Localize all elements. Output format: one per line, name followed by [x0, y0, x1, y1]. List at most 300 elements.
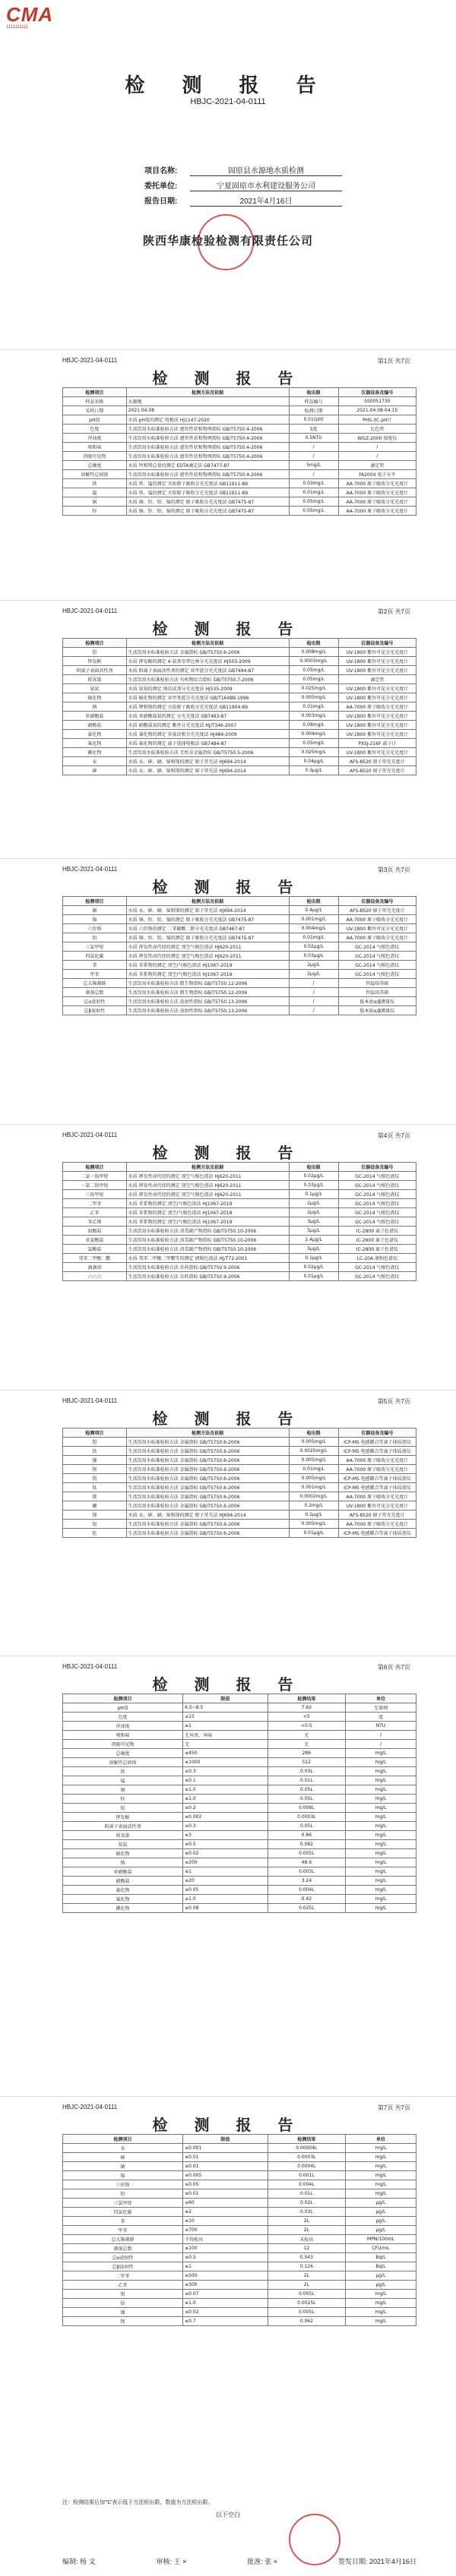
table-cell: AA-7000 原子吸收分光光度计	[338, 479, 416, 488]
table-cell: 0.001mg/L	[289, 1483, 338, 1492]
table-row	[63, 1877, 416, 1886]
table-row	[63, 2189, 416, 2199]
table-cell: ≤60	[183, 2199, 268, 2208]
table-cell: 0.2mg/L	[289, 1501, 338, 1511]
table-cell: 0.0002mg/L	[289, 1492, 338, 1501]
table-cell: 0.4μg/L	[289, 906, 338, 915]
table-cell: 0.001L	[268, 2171, 345, 2180]
table-cell: mg/L	[345, 2299, 416, 2308]
table-cell: 一氯二溴甲烷	[63, 1181, 127, 1190]
cover-field-client	[144, 179, 342, 191]
table-cell: AFS-8520 原子荧光光度计	[338, 766, 416, 775]
table-cell: 生活饮用水标准检验方法 感官性状和物理指标 GB/T5750.4-2006	[126, 452, 289, 461]
page-number: 第5页 共7页	[377, 1398, 410, 1405]
table-row	[63, 1722, 416, 1731]
method-table	[62, 387, 416, 516]
page-report-no: HBJC-2021-04-0111	[62, 357, 118, 364]
table-row	[63, 1713, 416, 1722]
table-cell: 氟化物	[63, 1895, 183, 1904]
table-cell: 硼	[63, 1501, 127, 1511]
page-number: 第4页 共7页	[377, 1132, 410, 1139]
approver-sign: 批准: 张 ×	[247, 2558, 277, 2565]
table-cell: 铅	[63, 933, 127, 942]
column-header: 检出限	[289, 1163, 338, 1172]
table-cell: UV-1800 紫外可见分光光度计	[338, 1501, 416, 1511]
table-cell: 检测日期	[289, 406, 338, 415]
table-cell: mg/L	[345, 2317, 416, 2326]
table-cell: ≤0.05	[183, 2180, 268, 2189]
table-cell: 溶解性总固体	[63, 470, 127, 479]
page-divider	[0, 600, 456, 601]
page-divider	[0, 1390, 456, 1391]
field-label: 项目名称:	[144, 167, 178, 175]
table-cell: pH值	[63, 415, 127, 425]
table-cell: 滴定管	[338, 461, 416, 470]
table-row	[63, 961, 416, 970]
table-cell: AFS-8520 原子荧光光度计	[338, 1511, 416, 1520]
table-cell: ≤1.0	[183, 1785, 268, 1795]
table-row	[63, 1172, 416, 1181]
table-cell: AA-7000 原子吸收分光光度计	[338, 488, 416, 497]
table-cell: 生活饮用水标准检验方法 有机物综合指标 GB/T5750.7-2006	[126, 675, 289, 684]
table-cell: 比色管	[338, 425, 416, 434]
table-cell: 0.02μg/L	[289, 942, 338, 952]
table-cell: ICP-MS 电感耦合等离子体质谱仪	[338, 1529, 416, 1538]
table-cell: 无量纲	[345, 1703, 416, 1713]
column-header: 检测项目	[63, 639, 127, 648]
table-cell: GC-2014 气相色谱仪	[338, 1208, 416, 1217]
table-cell: 二氯一溴甲烷	[63, 1172, 127, 1181]
table-cell: ≤0.01	[183, 2153, 268, 2162]
table-cell: AA-7000 原子吸收分光光度计	[338, 497, 416, 507]
cover-field-date	[144, 194, 342, 207]
table-cell: 水质 氰化物的测定 容量法和分光光度法 HJ484-2009	[126, 730, 289, 739]
table-cell: 二甲苯	[63, 2271, 183, 2281]
table-cell: 0.01L	[268, 2189, 345, 2199]
table-cell: 耗氧量	[63, 675, 127, 684]
table-cell: 2μg/L	[289, 970, 338, 979]
report-page-2	[0, 608, 456, 835]
table-cell: Bq/L	[345, 2262, 416, 2271]
table-cell: 0.05L	[268, 1795, 345, 1804]
table-row	[63, 1767, 416, 1776]
table-cell: 样品编号	[289, 397, 338, 406]
table-cell: 0.001mg/L	[289, 915, 338, 924]
table-cell: 色度	[63, 1713, 183, 1722]
table-cell: 5μg/L	[289, 1226, 338, 1236]
table-cell: 浑浊度	[63, 434, 127, 443]
table-row	[63, 1226, 416, 1236]
table-cell: mg/L	[345, 2290, 416, 2299]
column-header: 单位	[345, 2135, 416, 2144]
table-row	[63, 757, 416, 766]
page-number: 第7页 共7页	[377, 2104, 410, 2111]
table-row	[63, 712, 416, 721]
table-cell: 0.05mg/L	[289, 675, 338, 684]
table-cell: 3.24	[268, 1877, 345, 1886]
table-cell: ≤0.05	[183, 1886, 268, 1895]
table-row	[63, 1245, 416, 1254]
table-cell: ≤500	[183, 2271, 268, 2281]
table-cell: 水质 亚硝酸盐氮的测定 分光光度法 GB7493-87	[126, 712, 289, 721]
table-cell: 生活饮用水标准检验方法 消毒副产物指标 GB/T5750.10-2006	[126, 1236, 289, 1245]
table-cell: 2021.04.08	[126, 406, 289, 415]
table-cell: 水质 挥发性卤代烃的测定 顶空气相色谱法 HJ620-2011	[126, 1172, 289, 1181]
table-cell: 0.05mg/L	[289, 739, 338, 748]
table-cell: 2L	[268, 2271, 345, 2281]
table-cell: 0.025mg/L	[289, 684, 338, 693]
page-report-no: HBJC-2021-04-0111	[62, 1663, 118, 1670]
table-row	[63, 2253, 416, 2262]
table-cell: mg/L	[345, 2308, 416, 2317]
table-cell: 0.004mg/L	[289, 924, 338, 933]
table-cell: 低本底α/β测量仪	[338, 997, 416, 1006]
table-cell: mg/L	[345, 2189, 416, 2199]
table-cell: 镍	[63, 1456, 127, 1465]
table-cell: 0.08mg/L	[289, 721, 338, 730]
table-cell: ≤0.002	[183, 1813, 268, 1822]
table-row	[63, 721, 416, 730]
table-cell: WGZ-2000 浊度仪	[338, 434, 416, 443]
page-report-no: HBJC-2021-04-0111	[62, 2104, 118, 2110]
table-cell: UV-1800 紫外可见分光光度计	[338, 684, 416, 693]
table-cell: 0.01mg/L	[289, 488, 338, 497]
table-cell: /	[289, 452, 338, 461]
table-cell: 苯乙烯	[63, 1217, 127, 1226]
table-cell: 无	[268, 1731, 345, 1740]
table-cell: GC-2014 气相色谱仪	[338, 1272, 416, 1281]
table-cell: 铝	[63, 1804, 183, 1813]
table-cell: 水质 pH值的测定 电极法 HJ1147-2020	[126, 415, 289, 425]
table-cell: 六六六	[63, 1272, 127, 1281]
table-cell: mg/L	[345, 1804, 416, 1813]
author-sign: 编制: 杨 文	[62, 2558, 96, 2565]
table-cell: 恒温培养箱	[338, 988, 416, 997]
table-cell: 生活饮用水标准检验方法 金属指标 GB/T5750.6-2006	[126, 1520, 289, 1529]
table-header-row	[63, 897, 416, 906]
table-cell: 0.005mg/L	[289, 1520, 338, 1529]
table-cell: ≤0.02	[183, 2308, 268, 2317]
table-cell: 样品名称	[63, 397, 127, 406]
table-cell: 512	[268, 1758, 345, 1767]
table-row	[63, 1199, 416, 1208]
table-cell: LC-20A 液相色谱仪	[338, 1254, 416, 1263]
table-cell: 0.0025L	[268, 2299, 345, 2308]
table-cell: 0.02L	[268, 2199, 345, 2208]
column-header: 检测项目	[63, 1163, 127, 1172]
table-cell: 乙苯	[63, 1208, 127, 1217]
results-table	[62, 1694, 416, 1913]
column-header: 仪器设备及编号	[338, 388, 416, 397]
table-cell: 肉眼可见物	[63, 452, 127, 461]
table-cell: UV-1800 紫外可见分光光度计	[338, 730, 416, 739]
table-cell: 0.005mg/L	[289, 693, 338, 702]
table-cell: 2L	[268, 2226, 345, 2235]
table-row	[63, 1840, 416, 1849]
table-cell: UV-1800 紫外可见分光光度计	[338, 712, 416, 721]
table-cell: ≤10	[183, 2217, 268, 2226]
table-cell: ≤15	[183, 1713, 268, 1722]
table-cell: 0.05L	[268, 1785, 345, 1795]
column-header: 检测项目	[63, 388, 127, 397]
table-cell: 钼	[63, 2290, 183, 2299]
table-cell: mg/L	[345, 2144, 416, 2153]
table-cell: 0.126	[268, 2262, 345, 2271]
table-row	[63, 1749, 416, 1758]
table-cell: 乙苯	[63, 2281, 183, 2290]
table-cell: ≤0.08	[183, 1904, 268, 1913]
table-cell: AFS-8520 原子荧光光度计	[338, 757, 416, 766]
table-cell: 挥发酚	[63, 1813, 183, 1822]
table-row	[63, 1483, 416, 1492]
table-cell: 铁	[63, 1767, 183, 1776]
column-header: 限值	[183, 2135, 268, 2144]
table-cell: 水质 硝酸盐氮的测定 紫外分光光度法 HJ/T346-2007	[126, 721, 289, 730]
page-divider	[0, 349, 456, 350]
table-cell: GC-2014 气相色谱仪	[338, 1199, 416, 1208]
table-row	[63, 1731, 416, 1740]
table-row	[63, 1849, 416, 1858]
page-report-no: HBJC-2021-04-0111	[62, 1397, 118, 1404]
table-cell: mg/L	[345, 1849, 416, 1858]
table-cell: /	[289, 979, 338, 988]
column-header: 检测结果	[268, 1694, 345, 1703]
table-row	[63, 1181, 416, 1190]
table-cell: 水质 钙和镁总量的测定 EDTA滴定法 GB7477-87	[126, 461, 289, 470]
table-cell: ≤0.3	[183, 1767, 268, 1776]
table-row	[63, 657, 416, 666]
table-cell: IC-2800 离子色谱仪	[338, 1236, 416, 1245]
table-cell: /	[345, 1731, 416, 1740]
table-row	[63, 1492, 416, 1501]
table-cell: 5μg/L	[289, 1245, 338, 1254]
table-row	[63, 2271, 416, 2281]
table-row	[63, 1263, 416, 1272]
table-cell: 铍	[63, 1492, 127, 1501]
table-cell: mg/L	[345, 2162, 416, 2171]
table-cell: 溶解性总固体	[63, 1758, 183, 1767]
table-cell: UV-1800 紫外可见分光光度计	[338, 748, 416, 757]
table-cell: 生活饮用水标准检验方法 金属指标 GB/T5750.6-2006	[126, 1456, 289, 1465]
table-cell: ≤0.07	[183, 2290, 268, 2299]
table-cell: 肉眼可见物	[63, 1740, 183, 1749]
table-cell: 铝	[63, 648, 127, 657]
blank-marker: 以下空白	[216, 2511, 240, 2518]
table-cell: 亚硝酸盐	[63, 1867, 183, 1877]
table-row	[63, 924, 416, 933]
table-cell: 锌	[63, 507, 127, 516]
table-cell: 氨氮	[63, 1840, 183, 1849]
table-cell: μg/L	[345, 2271, 416, 2281]
table-row	[63, 2281, 416, 2290]
table-cell: 滴滴涕	[63, 1263, 127, 1272]
column-header: 检测方法及依据	[126, 897, 289, 906]
table-cell: 0.04μg/L	[289, 757, 338, 766]
table-cell: 邻苯二甲酸二酯	[63, 1254, 127, 1263]
table-row	[63, 479, 416, 488]
table-cell: 三氯甲烷	[63, 2199, 183, 2208]
table-row	[63, 666, 416, 675]
signature-row	[62, 2556, 416, 2566]
results-table	[62, 2134, 416, 2326]
table-row	[63, 1904, 416, 1913]
table-cell: ≤1.0	[183, 2299, 268, 2308]
table-cell: 水质 铜、锌、铅、镉的测定 原子吸收分光光度法 GB7475-87	[126, 933, 289, 942]
table-cell: 6.5~8.5	[183, 1703, 268, 1713]
table-cell: ≤100	[183, 2244, 268, 2253]
table-cell: 氯酸盐	[63, 1245, 127, 1254]
table-cell: 0.0004L	[268, 2162, 345, 2171]
table-cell: 甲苯	[63, 2226, 183, 2235]
column-header: 仪器设备及编号	[338, 1163, 416, 1172]
table-row	[63, 1438, 416, 1447]
table-cell: IC-2800 离子色谱仪	[338, 1226, 416, 1236]
table-cell: 生活饮用水标准检验方法 感官性状和物理指标 GB/T5750.4-2006	[126, 425, 289, 434]
table-cell: ≤0.3	[183, 1822, 268, 1831]
table-cell: 阴离子表面活性剂	[63, 666, 127, 675]
table-cell: 三溴甲烷	[63, 1190, 127, 1199]
table-row	[63, 1822, 416, 1831]
table-cell: 水质 铁、锰的测定 火焰原子吸收分光光度法 GB11911-89	[126, 488, 289, 497]
table-cell: UV-1800 紫外可见分光光度计	[338, 924, 416, 933]
table-cell: 铜	[63, 1785, 183, 1795]
table-cell: 水质 钾和钠的测定 火焰原子吸收分光光度法 GB11904-89	[126, 702, 289, 712]
table-cell: 0.008L	[268, 1804, 345, 1813]
field-value: 宁夏固原市水利建设服务公司	[190, 179, 342, 191]
table-cell: 0.005mg/L	[289, 1474, 338, 1483]
cma-stamp	[6, 5, 71, 30]
table-cell: 采样日期	[63, 406, 127, 415]
table-cell: 不得检出	[183, 2235, 268, 2244]
table-cell: ≤0.2	[183, 1804, 268, 1813]
table-cell: 银	[63, 1520, 127, 1529]
table-cell: 硫化物	[63, 1849, 183, 1858]
table-cell: 3μg/L	[289, 1217, 338, 1226]
table-row	[63, 684, 416, 693]
table-cell: /	[289, 470, 338, 479]
table-cell: 阴离子表面活性剂	[63, 1822, 183, 1831]
table-cell: 2021.04.08-04.15	[338, 406, 416, 415]
table-cell: ≤1	[183, 1722, 268, 1731]
table-row	[63, 933, 416, 942]
table-row	[63, 739, 416, 748]
page-report-no: HBJC-2021-04-0111	[62, 866, 118, 873]
table-cell: CFU/mL	[345, 2244, 416, 2253]
table-cell: 0.03L	[268, 1767, 345, 1776]
column-header: 检测项目	[63, 2135, 183, 2144]
table-cell: Bq/L	[345, 2253, 416, 2262]
table-cell: /	[289, 1006, 338, 1015]
table-cell: mg/L	[345, 1767, 416, 1776]
table-cell: GC-2014 气相色谱仪	[338, 970, 416, 979]
table-cell: GC-2014 气相色谱仪	[338, 1217, 416, 1226]
table-cell: 0.03mg/L	[289, 479, 338, 488]
table-cell: 铜	[63, 497, 127, 507]
table-row	[63, 766, 416, 775]
table-cell: 5度	[289, 425, 338, 434]
table-row	[63, 997, 416, 1006]
table-cell: GC-2014 气相色谱仪	[338, 952, 416, 961]
table-cell: mg/L	[345, 2153, 416, 2162]
table-cell: 总β放射性	[63, 2262, 183, 2271]
table-cell: 硒	[63, 2162, 183, 2171]
table-cell: UV-1800 紫外可见分光光度计	[338, 721, 416, 730]
column-header: 检测方法及依据	[126, 388, 289, 397]
field-label: 报告日期:	[144, 197, 178, 206]
table-cell: ≤0.001	[183, 2144, 268, 2153]
table-cell: /	[338, 452, 416, 461]
page-title: 检 测 报 告	[152, 2116, 304, 2134]
table-cell: 0.1μg/L	[289, 1190, 338, 1199]
table-cell: ICP-MS 电感耦合等离子体质谱仪	[338, 1447, 416, 1456]
table-cell: 甲苯	[63, 970, 127, 979]
table-cell: 0.05mg/L	[289, 497, 338, 507]
table-cell: 生活饮用水标准检验方法 感官性状和物理指标 GB/T5750.4-2006	[126, 470, 289, 479]
table-cell: 0.043	[268, 2253, 345, 2262]
table-cell: ≤0.005	[183, 2171, 268, 2180]
page-title: 检 测 报 告	[152, 369, 304, 387]
report-page-7	[0, 2104, 456, 2574]
cover-report-no: HBJC-2021-04-0111	[190, 97, 266, 106]
table-cell: ≤0.5	[183, 1840, 268, 1849]
table-cell: 砷	[63, 766, 127, 775]
table-cell: 0.004L	[268, 2180, 345, 2189]
table-row	[63, 2153, 416, 2162]
table-cell: 恒温培养箱	[338, 979, 416, 988]
table-cell: 0.003L	[268, 1867, 345, 1877]
table-row	[63, 2308, 416, 2317]
table-cell: 菌落总数	[63, 988, 127, 997]
table-cell: 水质 挥发性卤代烃的测定 顶空气相色谱法 HJ620-2011	[126, 952, 289, 961]
page-divider	[0, 858, 456, 859]
report-page-1	[0, 357, 456, 585]
table-cell: 0.0003L	[268, 2153, 345, 2162]
table-cell: mg/L	[345, 1813, 416, 1822]
table-row	[63, 1208, 416, 1217]
table-cell: 汞	[63, 2144, 183, 2153]
column-header: 仪器设备及编号	[338, 639, 416, 648]
table-row	[63, 915, 416, 924]
page-divider	[0, 1124, 456, 1125]
table-cell: <0.5	[268, 1722, 345, 1731]
table-cell: μg/L	[345, 2281, 416, 2290]
table-cell: 水质 苯系物的测定 顶空/气相色谱法 HJ1067-2019	[126, 1208, 289, 1217]
table-cell: 0.5NTU	[289, 434, 338, 443]
table-cell: ≤0.01	[183, 2162, 268, 2171]
table-cell: 水质 氟化物的测定 离子选择电极法 GB7484-87	[126, 739, 289, 748]
table-cell: 菌落总数	[63, 2244, 183, 2253]
table-row	[63, 2235, 416, 2244]
table-row	[63, 425, 416, 434]
table-cell: 总α放射性	[63, 997, 127, 1006]
table-cell: mg/L	[345, 1858, 416, 1867]
table-cell: 低本底α/β测量仪	[338, 1006, 416, 1015]
table-cell: ≤0.1	[183, 1776, 268, 1785]
table-cell: 12	[268, 2244, 345, 2253]
page-title: 检 测 报 告	[152, 1410, 304, 1428]
table-cell: 0.0025mg/L	[289, 1447, 338, 1456]
table-cell: 总大肠菌群	[63, 2235, 183, 2244]
table-header-row	[63, 1694, 416, 1703]
table-cell: mg/L	[345, 1867, 416, 1877]
table-cell: mg/L	[345, 2180, 416, 2189]
table-row	[63, 1740, 416, 1749]
table-cell: 未检出	[268, 2235, 345, 2244]
table-cell: 生活饮用水标准检验方法 消毒副产物指标 GB/T5750.10-2006	[126, 1245, 289, 1254]
table-cell: μg/L	[345, 2208, 416, 2217]
table-cell: 钡	[63, 1465, 127, 1474]
table-cell: mg/L	[345, 1758, 416, 1767]
